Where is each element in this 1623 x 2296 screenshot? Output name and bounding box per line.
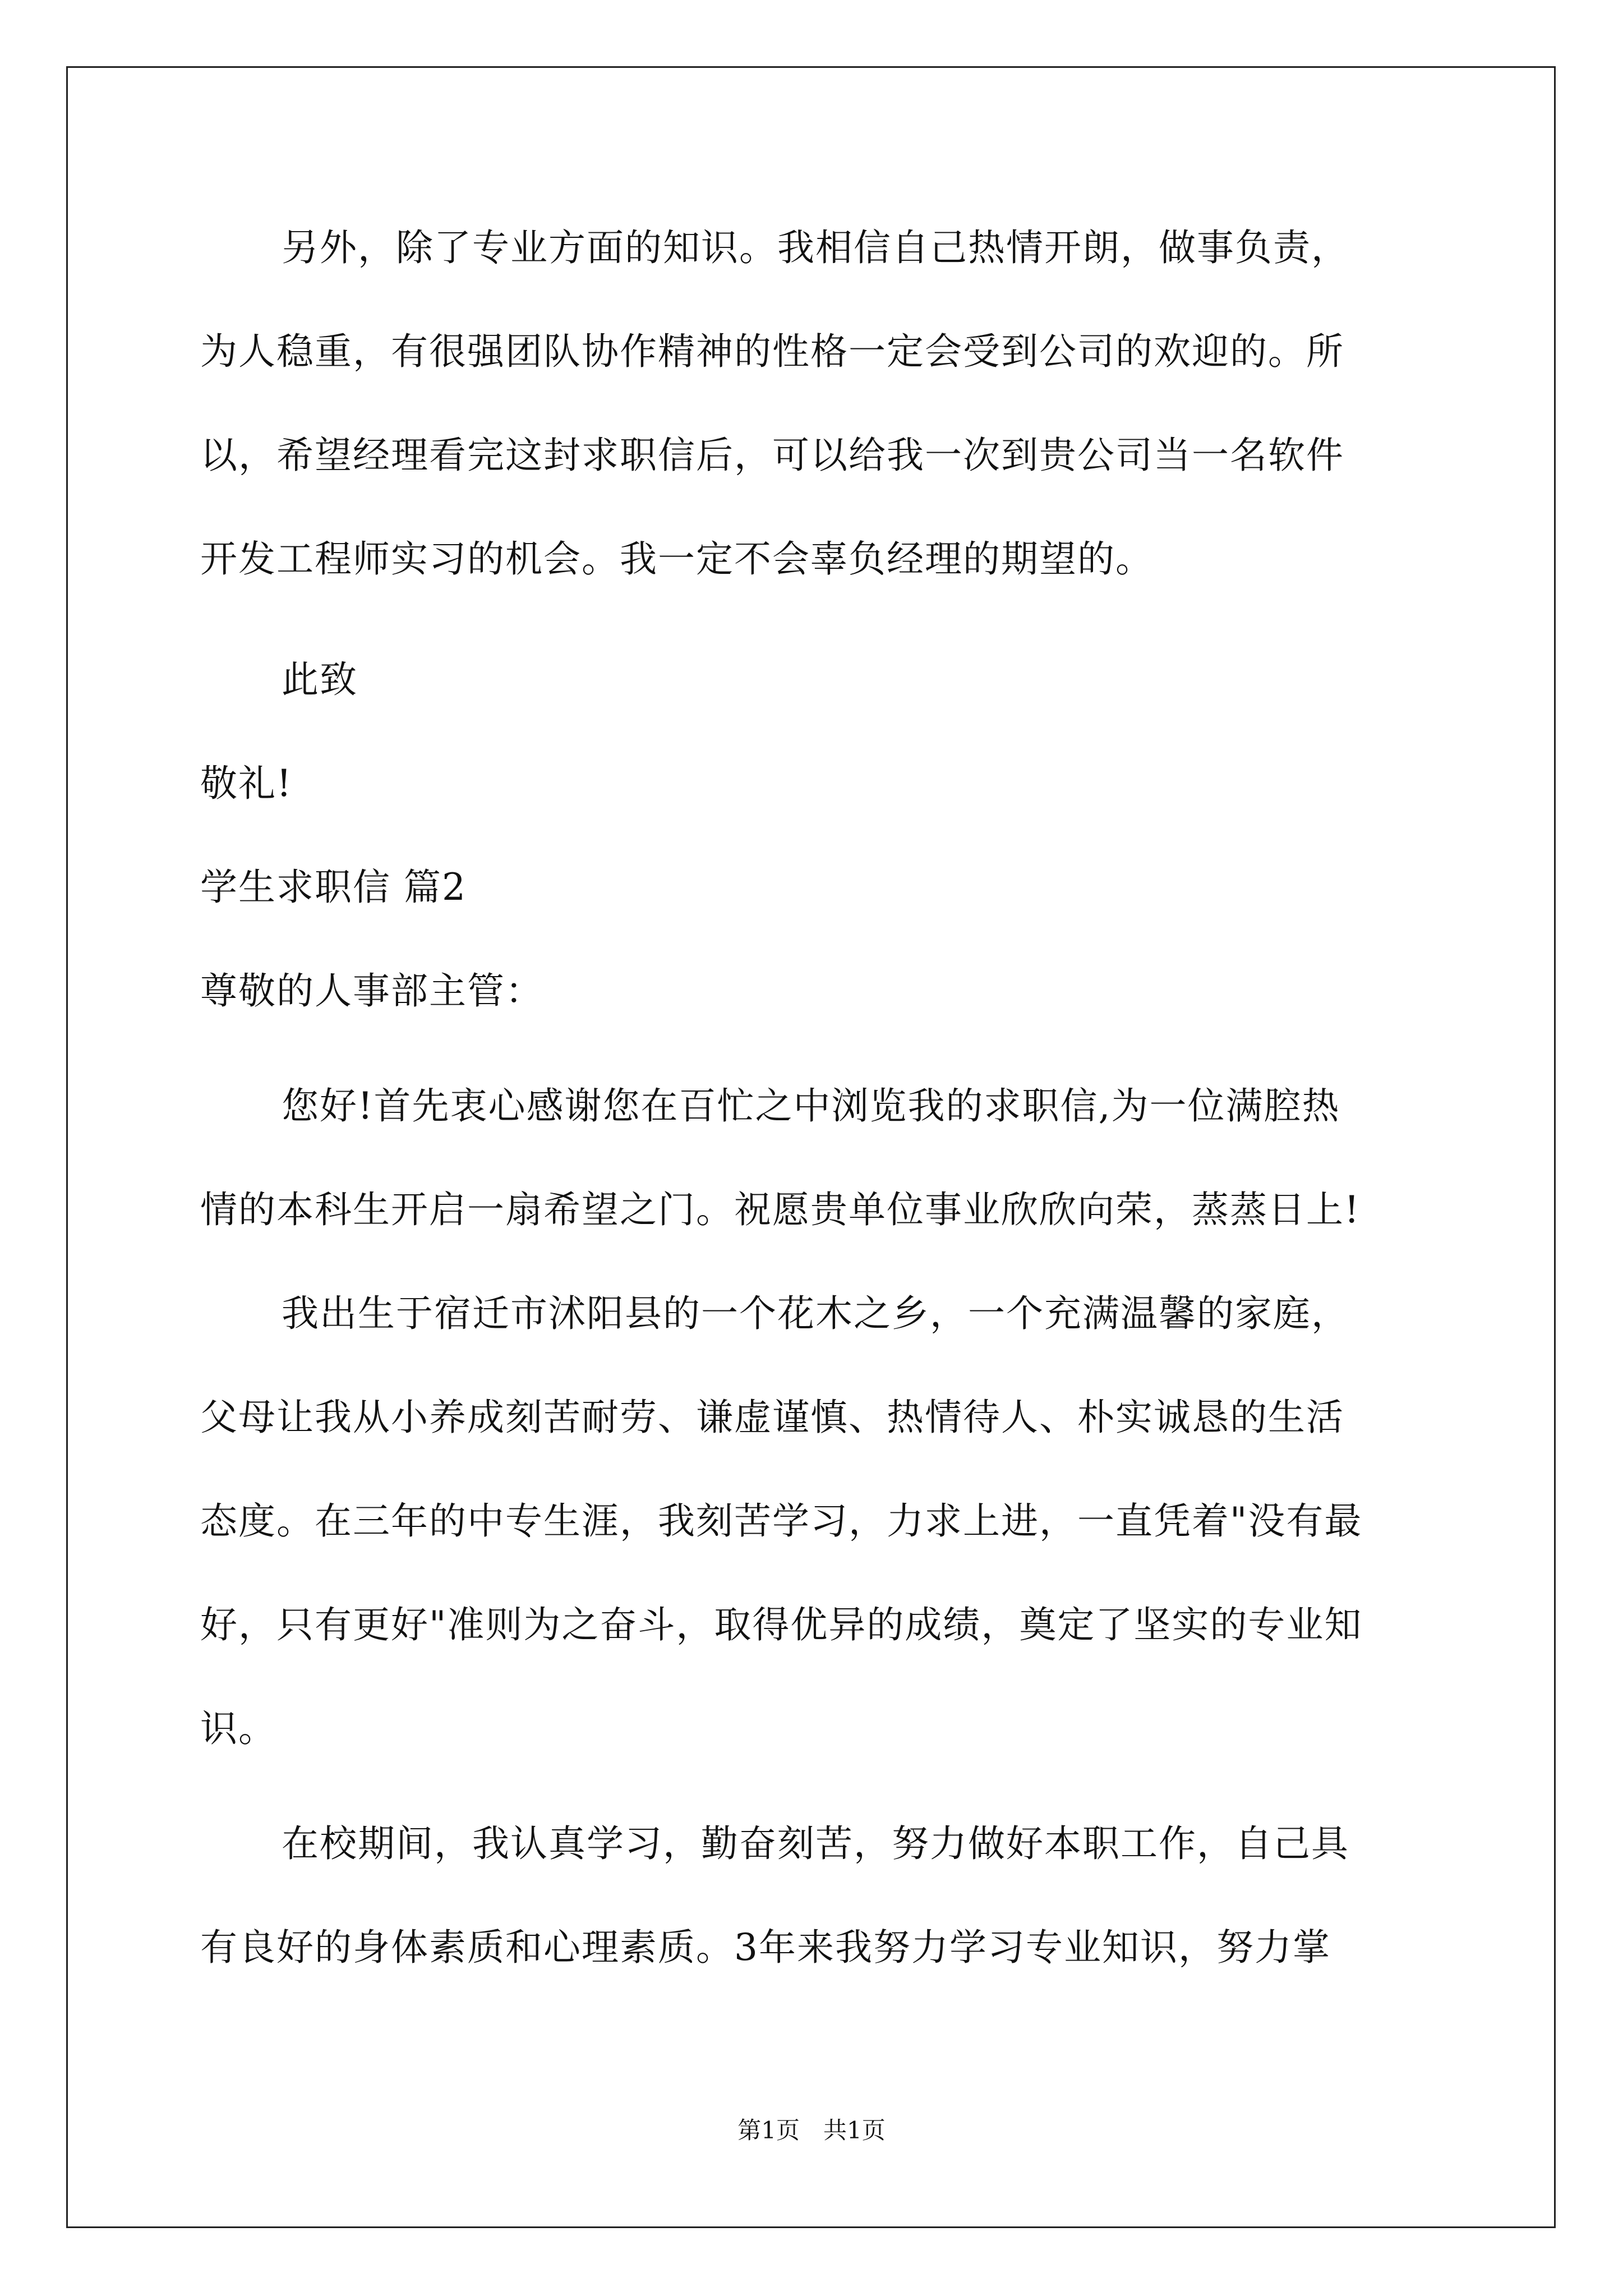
- salutation-closing: 敬礼!: [200, 762, 293, 805]
- paragraph-line: 开发工程师实习的机会。我一定不会辜负经理的期望的。: [200, 537, 1154, 581]
- page-border: [66, 66, 1556, 2228]
- paragraph-line: 有良好的身体素质和心理素质。3年来我努力学习专业知识，努力掌: [200, 1926, 1331, 1969]
- paragraph-line: 在校期间，我认真学习，勤奋刻苦，努力做好本职工作，自己具: [282, 1822, 1349, 1865]
- section-heading: 学生求职信 篇2: [200, 866, 467, 909]
- paragraph-line: 另外，除了专业方面的知识。我相信自己热情开朗，做事负责，: [282, 226, 1349, 269]
- paragraph-line: 我出生于宿迁市沭阳县的一个花木之乡，一个充满温馨的家庭，: [282, 1292, 1349, 1335]
- paragraph-line: 情的本科生开启一扇希望之门。祝愿贵单位事业欣欣向荣，蒸蒸日上!: [200, 1188, 1361, 1231]
- paragraph-line: 好，只有更好"准则为之奋斗，取得优异的成绩，奠定了坚实的专业知: [200, 1603, 1363, 1646]
- paragraph-line: 以，希望经理看完这封求职信后，可以给我一次到贵公司当一名软件: [200, 434, 1344, 477]
- page-number-footer: 第1页 共1页: [737, 2116, 886, 2144]
- letter-greeting: 尊敬的人事部主管：: [200, 969, 543, 1013]
- paragraph-line: 为人稳重，有很强团队协作精神的性格一定会受到公司的欢迎的。所: [200, 330, 1344, 373]
- paragraph-line: 识。: [200, 1707, 276, 1750]
- closing-phrase: 此致: [282, 658, 358, 701]
- paragraph-line: 态度。在三年的中专生涯，我刻苦学习，力求上进，一直凭着"没有最: [200, 1499, 1363, 1543]
- paragraph-line: 您好!首先衷心感谢您在百忙之中浏览我的求职信,为一位满腔热: [282, 1084, 1340, 1128]
- paragraph-line: 父母让我从小养成刻苦耐劳、谦虚谨慎、热情待人、朴实诚恳的生活: [200, 1396, 1344, 1439]
